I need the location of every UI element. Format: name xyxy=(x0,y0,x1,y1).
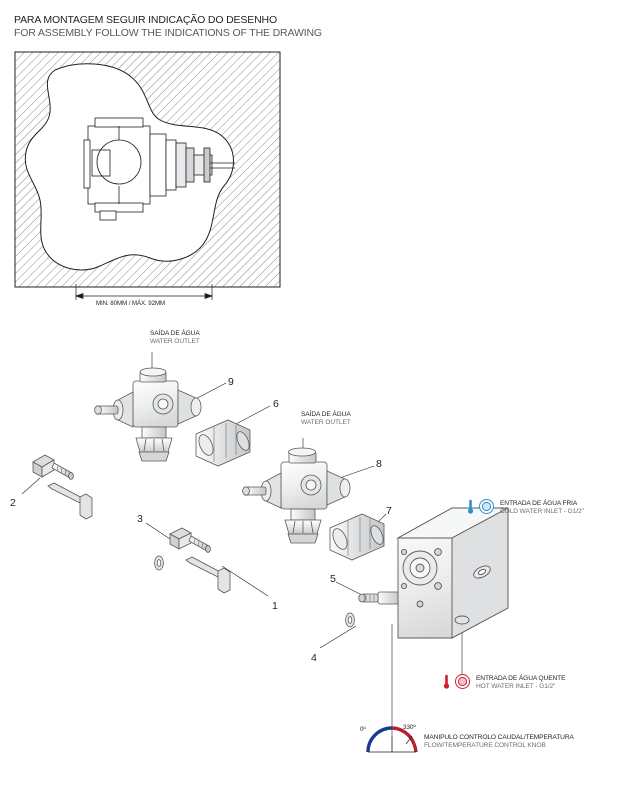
main-valve-body xyxy=(398,508,508,638)
callout-9: 9 xyxy=(228,376,234,388)
hot-water-inlet-marker xyxy=(455,674,470,689)
part-6-cartridge xyxy=(196,420,252,466)
label-water-outlet-2-en: WATER OUTLET xyxy=(301,419,351,427)
callout-7: 7 xyxy=(386,505,392,517)
label-control-knob-pt: MANIPULO CONTROLO CAUDAL/TEMPERATURA xyxy=(424,734,574,741)
label-water-outlet-1 xyxy=(150,330,200,346)
thermometer-icon xyxy=(443,674,450,689)
header-line-en: FOR ASSEMBLY FOLLOW THE INDICATIONS OF THE DRAWING xyxy=(14,27,322,39)
hot-water-inlet-marker-inner xyxy=(458,677,466,685)
snowflake-icon xyxy=(467,499,474,514)
gauge-end-angle: 330º xyxy=(403,724,416,731)
label-water-outlet-2-pt: SAÍDA DE ÁGUA xyxy=(301,411,351,418)
callout-4: 4 xyxy=(311,652,317,664)
part-7-cartridge xyxy=(330,514,386,560)
label-water-outlet-1-pt: SAÍDA DE ÁGUA xyxy=(150,330,200,337)
label-hot-inlet-en: HOT WATER INLET - G1/2" xyxy=(476,683,556,691)
label-control-knob-en: FLOW/TEMPERATURE CONTROL KNOB xyxy=(424,742,546,750)
cold-water-inlet-marker xyxy=(479,499,494,514)
label-hot-inlet xyxy=(476,675,565,691)
part-3-screw-and-key xyxy=(155,528,230,593)
callout-3: 3 xyxy=(137,513,143,525)
label-hot-inlet-pt: ENTRADA DE ÁGUA QUENTE xyxy=(476,675,566,682)
label-water-outlet-2 xyxy=(301,411,351,427)
gauge-start-angle: 0º xyxy=(360,726,366,733)
callout-8: 8 xyxy=(376,458,382,470)
part-4-washer xyxy=(346,613,355,627)
callout-6: 6 xyxy=(273,398,279,410)
label-cold-inlet xyxy=(500,500,584,516)
wall-section-view xyxy=(15,52,280,300)
label-control-knob xyxy=(424,734,574,750)
part-5-stem xyxy=(346,592,400,627)
part-2-screw-and-key xyxy=(33,455,92,519)
label-cold-inlet-en: COLD WATER INLET - G1/2" xyxy=(500,508,584,516)
callout-5: 5 xyxy=(330,573,336,585)
callout-1: 1 xyxy=(272,600,278,612)
cold-water-inlet-marker-inner xyxy=(482,502,490,510)
label-water-outlet-1-en: WATER OUTLET xyxy=(150,338,200,346)
callout-2: 2 xyxy=(10,497,16,509)
label-cold-inlet-pt: ENTRADA DE ÁGUA FRIA xyxy=(500,500,578,507)
part-9-valve-body xyxy=(95,368,201,461)
part-1-washer xyxy=(155,556,164,570)
dimension-text: MIN. 80MM / MÁX. 92MM xyxy=(96,300,166,307)
header-line-pt: PARA MONTAGEM SEGUIR INDICAÇÃO DO DESENHO xyxy=(14,14,277,26)
